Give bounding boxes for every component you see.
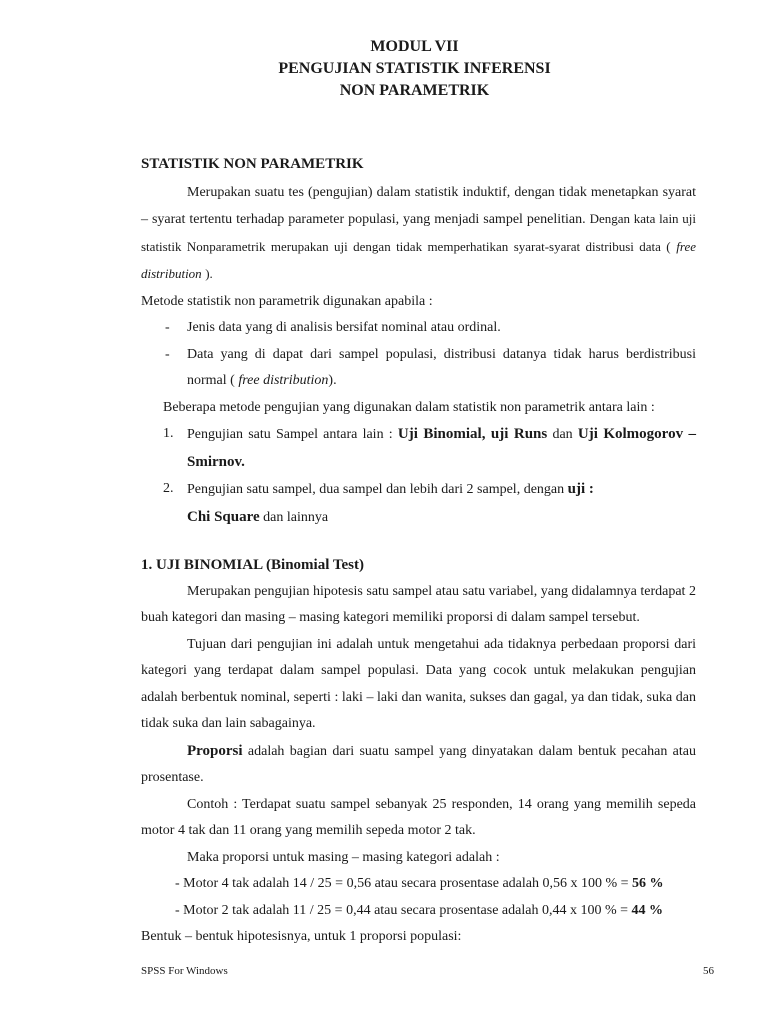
example-paragraph: Contoh : Terdapat suatu sampel sebanyak 25 responden, 14 orang yang memilih sepeda motor 4 tak dan 11 orang yang memilih sepeda motor 2 tak. — [141, 796, 696, 838]
list-item: 1. Pengujian satu Sampel antara lain : Uji Binomial, uji Runs dan Uji Kolmogorov – Smirnov. — [141, 421, 696, 476]
list-number: 1. — [163, 426, 174, 441]
list-item: - Data yang di dapat dari sampel populasi, distribusi datanya tidak harus berdistribusi normal ( free distribution). — [141, 342, 696, 395]
binomial-definition: Merupakan pengujian hipotesis satu sampel atau satu variabel, yang didalamnya terdapat 2 buah kategori dan masing – masing kategori memiliki proporsi di dalam sampel tersebut. — [141, 583, 696, 625]
proportion-intro: Maka proporsi untuk masing – masing kategori adalah : — [187, 849, 500, 865]
list-item — [141, 315, 696, 342]
hypothesis-intro: Bentuk – bentuk hipotesisnya, untuk 1 proporsi populasi: — [141, 929, 462, 944]
binomial-purpose: Tujuan dari pengujian ini adalah untuk mengetahui ada tidaknya perbedaan proporsi dari kategori yang terdapat dalam sampel populasi. Data yang cocok untuk melakukan pengujian adalah berbentuk nominal, seperti : laki – laki dan wanita, sukses dan gagal, ya dan tidak, suka dan tidak suka dan lain sabagainya. — [141, 636, 696, 731]
title-line-3: NON PARAMETRIK — [339, 82, 490, 99]
section-heading-statistik-non-parametrik: STATISTIK NON PARAMETRIK — [141, 156, 364, 172]
title-line-1: MODUL VII — [370, 38, 459, 55]
methods-list-intro: Beberapa metode pengujian yang digunakan dalam statistik non parametrik antara lain : — [163, 399, 655, 415]
list-number: 2. — [163, 481, 174, 496]
calc-line-2-tak: - Motor 2 tak adalah 11 / 25 = 0,44 atau secara prosentase adalah 0,44 x 100 % = 44 % — [175, 902, 664, 918]
bullet-marker: - — [165, 346, 170, 362]
footer-title: SPSS For Windows — [141, 965, 228, 977]
bullet-text: Jenis data yang di analisis bersifat nominal atau ordinal. — [187, 320, 501, 335]
proporsi-definition: Proporsi adalah bagian dari suatu sampel yang dinyatakan dalam bentuk pecahan atau prosentase. — [141, 742, 696, 785]
page-footer — [141, 958, 714, 985]
list-item: 2. Pengujian satu sampel, dua sampel dan lebih dari 2 sampel, dengan uji : Chi Square dan lainnya — [141, 476, 696, 531]
title-line-2: PENGUJIAN STATISTIK INFERENSI — [278, 60, 551, 77]
section-heading-uji-binomial: 1. UJI BINOMIAL (Binomial Test) — [141, 557, 364, 573]
methods-intro: Metode statistik non parametrik digunakan apabila : — [141, 293, 433, 309]
bullet-marker: - — [165, 320, 170, 335]
module-title — [133, 36, 696, 102]
page-number: 56 — [703, 965, 714, 977]
calc-line-4-tak: - Motor 4 tak adalah 14 / 25 = 0,56 atau secara prosentase adalah 0,56 x 100 % = 56 % — [175, 876, 664, 891]
definition-paragraph: Merupakan suatu tes (pengujian) dalam statistik induktif, dengan tidak menetapkan syarat – syarat tertentu terhadap parameter populasi, yang menjadi sampel penelitian. Dengan kata lain uji statistik Nonparametrik merupakan uji dengan tidak memperhatikan syarat-syarat distribusi data ( free distribution ). — [141, 184, 696, 281]
